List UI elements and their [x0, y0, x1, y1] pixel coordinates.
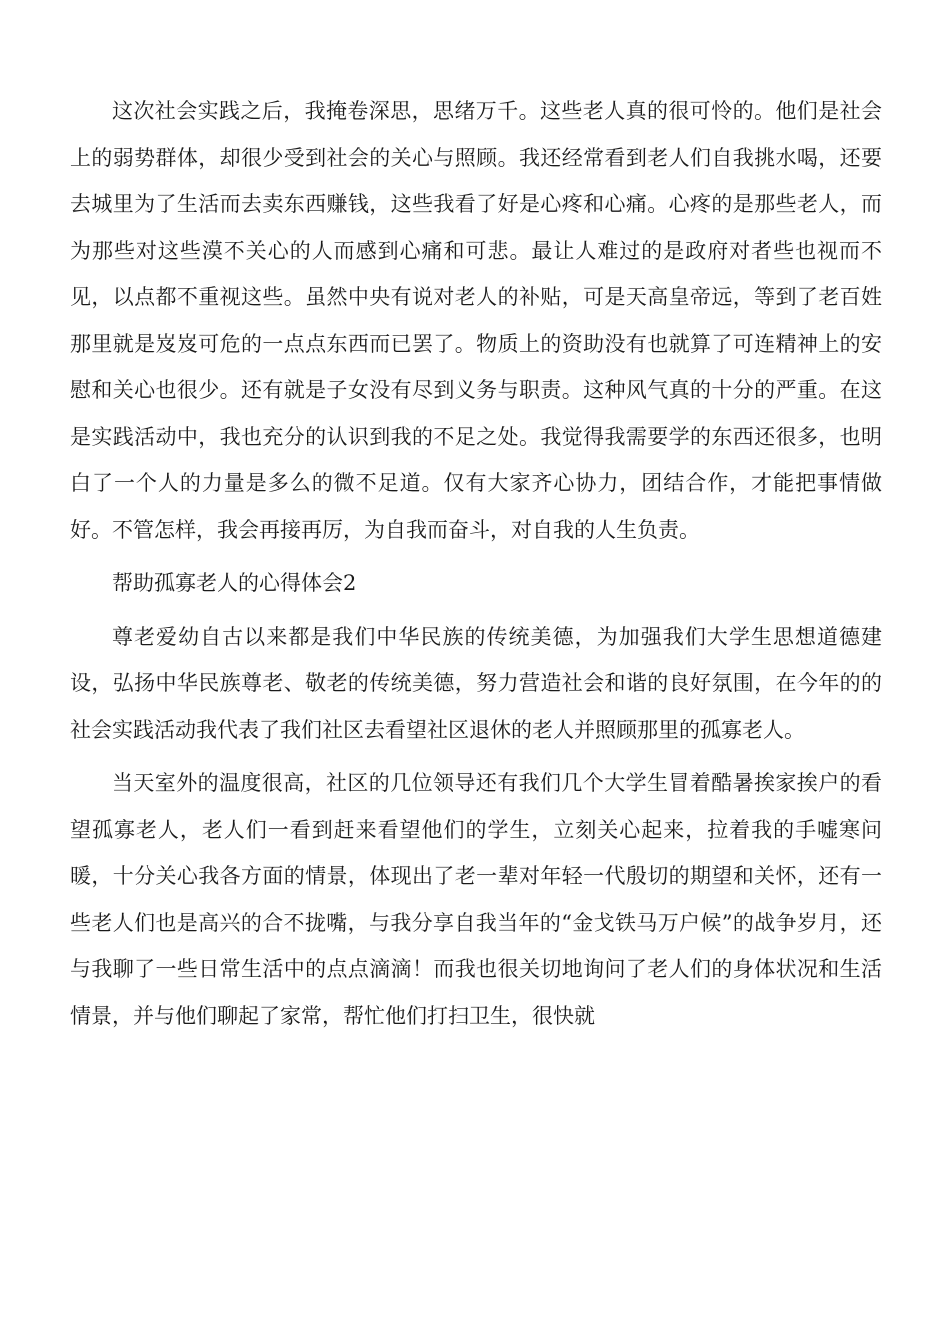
- document-body: [70, 88, 882, 1046]
- section-heading: 帮助孤寡老人的心得体会2: [112, 571, 357, 595]
- paragraph-2: 尊老爱幼自古以来都是我们中华民族的传统美德，为加强我们大学生思想道德建设，弘扬中华民族尊老、敬老的传统美德，努力营造社会和谐的良好氛围，在今年的的社会实践活动我代表了我们社区去看望社区退休的老人并照顾那里的孤寡老人。: [70, 624, 882, 742]
- paragraph-3: 当天室外的温度很高，社区的几位领导还有我们几个大学生冒着酷暑挨家挨户的看望孤寡老人，老人们一看到赶来看望他们的学生，立刻关心起来，拉着我的手嘘寒问暖，十分关心我各方面的情景，体现出了老一辈对年轻一代殷切的期望和关怀，还有一些老人们也是高兴的合不拢嘴，与我分享自我当年的“金戈铁马万户候”的战争岁月，还与我聊了一些日常生活中的点点滴滴！而我也很关切地询问了老人们的身体状况和生活情景，并与他们聊起了家常，帮忙他们打扫卫生，很快就: [70, 771, 882, 1028]
- paragraph-1: 这次社会实践之后，我掩卷深思，思绪万千。这些老人真的很可怜的。他们是社会上的弱势群体，却很少受到社会的关心与照顾。我还经常看到老人们自我挑水喝，还要去城里为了生活而去卖东西赚钱，这些我看了好是心疼和心痛。心疼的是那些老人，而为那些对这些漠不关心的人而感到心痛和可悲。最让人难过的是政府对者些也视而不见，以点都不重视这些。虽然中央有说对老人的补贴，可是天高皇帝远，等到了老百姓那里就是岌岌可危的一点点东西而已罢了。物质上的资助没有也就算了可连精神上的安慰和关心也很少。还有就是子女没有尽到义务与职责。这种风气真的十分的严重。在这是实践活动中，我也充分的认识到我的不足之处。我觉得我需要学的东西还很多，也明白了一个人的力量是多么的微不足道。仅有大家齐心协力，团结合作，才能把事情做好。不管怎样，我会再接再厉，为自我而奋斗，对自我的人生负责。: [70, 99, 882, 542]
